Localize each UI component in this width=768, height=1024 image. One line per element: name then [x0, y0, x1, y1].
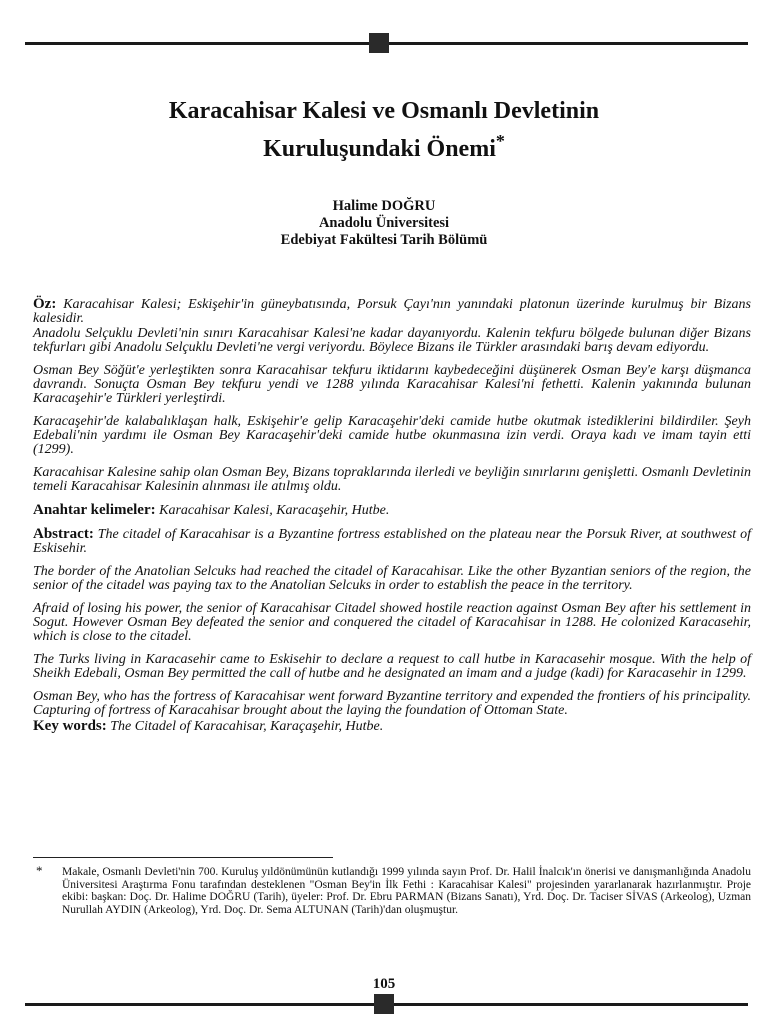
footnote-marker: * — [36, 863, 43, 878]
keywords-en-text: The Citadel of Karacahisar, Karaçaşehir, Hutbe. — [110, 719, 384, 734]
abstract-tr-paragraph: Osman Bey Söğüt'e yerleştikten sonra Karacahisar tekfuru iktidarını kaybedeceğini düşünerek Osman Bey'e karşı düşmanca davrandı. Sonuçta Osman Bey tekfuru yendi ve 1288 yılında Karacahisar Kalesi'ni fethetti. Kalenin yakınında bulunan Karacaşehir'e Türkleri yerleştirdi. — [33, 363, 751, 406]
top-ornament — [369, 33, 389, 53]
abstract-tr-paragraph: Karacahisar Kalesine sahip olan Osman Bey, Bizans topraklarında ilerledi ve beyliğin sınırlarını genişletti. Osmanlı Devletinin temeli Karacahisar Kalesinin alınması ile atılmış oldu. — [33, 465, 751, 494]
abstract-en-paragraph: The Turks living in Karacasehir came to Eskisehir to declare a request to call hutbe in Karacasehir mosque. With the help of Sheikh Edebali, Osman Bey permitted the call of hutbe and he designated an imam and a judge (kadi) for Karacasehir in 1299. — [33, 652, 751, 681]
abstract-tr-text: Karacahisar Kalesi; Eskişehir'in güneybatısında, Porsuk Çayı'nın yanındaki platonun üzerinde kurulmuş bir Bizans kalesidir. — [33, 297, 752, 326]
author-university: Anadolu Üniversitesi — [318, 215, 450, 231]
title-footnote-mark: * — [495, 131, 505, 151]
bottom-ornament — [374, 994, 394, 1014]
keywords-tr-label: Anahtar kelimeler: — [33, 502, 156, 518]
author-department: Edebiyat Fakültesi Tarih Bölümü — [280, 232, 488, 248]
abstract-en-label: Abstract: — [33, 526, 94, 542]
abstract-en-text: The citadel of Karacahisar is a Byzantine fortress established on the plateau near the Porsuk River, at southwest of Eskisehir. — [33, 527, 751, 556]
page-number: 105 — [372, 976, 396, 992]
abstract-en-paragraph: Afraid of losing his power, the senior of Karacahisar Citadel showed hostile reaction against Osman Bey after his settlement in Sogut. However Osman Bey defeated the senior and conquered the citadel of Karacahisar in 1288. He colonized Karacasehir, which is close to the citadel. — [33, 601, 751, 644]
abstract-tr-paragraph — [33, 297, 751, 326]
footnote — [33, 863, 751, 916]
abstract-en-paragraph — [33, 527, 751, 556]
abstract-en-paragraph: The border of the Anatolian Selcuks had reached the citadel of Karacahisar. Like the other Byzantian seniors of the region, the senior of the citadel was paying tax to the Anatolian Selcuks in order to establish the peace in the territory. — [33, 564, 751, 593]
abstract-en-paragraph: Osman Bey, who has the fortress of Karacahisar went forward Byzantine territory and expended the frontiers of his principality. Capturing of fortress of Karacahisar brought about the laying the foundation of Ottoman State. — [33, 689, 751, 718]
abstract-tr-paragraph: Anadolu Selçuklu Devleti'nin sınırı Karacahisar Kalesi'ne kadar dayanıyordu. Kalenin tekfuru bölgede bulunan diğer Bizans tekfurları gibi Anadolu Selçuklu Devleti'ne vergi veriyordu. Böylece Bizans ile Türkler arasındaki barış devam ediyordu. — [33, 326, 751, 355]
author-block — [60, 198, 708, 249]
keywords-tr-text: Karacahisar Kalesi, Karacaşehir, Hutbe. — [159, 503, 390, 518]
keywords-tr — [33, 503, 751, 518]
title-line-2: Kuruluşundaki Önemi — [263, 136, 496, 162]
keywords-en — [33, 719, 751, 734]
article-title — [60, 96, 708, 164]
footnote-separator — [33, 857, 333, 858]
title-line-1: Karacahisar Kalesi ve Osmanlı Devletinin — [168, 98, 600, 124]
abstract-tr-label: Öz: — [33, 296, 57, 312]
author-name: Halime DOĞRU — [332, 198, 436, 214]
footnote-text: Makale, Osmanlı Devleti'nin 700. Kuruluş yıldönümünün kutlandığı 1999 yılında sayın Prof. Dr. Halil İnalcık'ın önerisi ve danışmanlığında Anadolu Üniversitesi Araştırma Fonu tarafından desteklenen "Osman Bey'in İlk Fethi : Karacahisar Kalesi" projesinden yararlanarak hazırlanmıştır. Proje ekibi: başkan: Doç. Dr. Halime DOĞRU (Tarih), üyeler: Prof. Dr. Ebru PARMAN (Bizans Sanatı), Yrd. Doç. Dr. Taciser SİVAS (Arkeolog), Uzman Nurullah AYDIN (Arkeolog), Yrd. Doç. Dr. Sema ALTUNAN (Tarih)'dan oluşmuştur. — [62, 866, 751, 916]
article-body — [33, 297, 751, 743]
keywords-en-label: Key words: — [33, 718, 107, 734]
abstract-tr-paragraph: Karacaşehir'de kalabalıklaşan halk, Eskişehir'e gelip Karacaşehir'deki camide hutbe okutmak istediklerini bildirdiler. Şeyh Edebali'nin yardımı ile Osman Bey Karacaşehir'deki camide hutbe okunmasına izin verdi. Oraya kadı ve imam tayin etti (1299). — [33, 414, 751, 457]
